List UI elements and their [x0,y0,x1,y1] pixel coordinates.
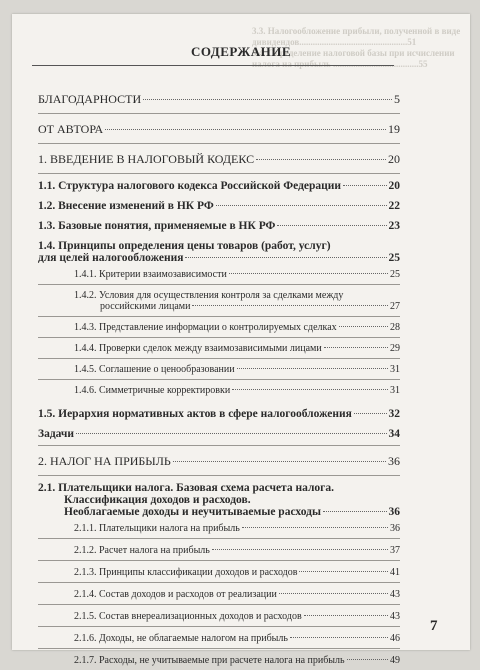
toc-entry-tasks[interactable] [38,422,400,446]
toc-entry-title: 1.4.5. Соглашение о ценообразовании [74,364,235,375]
toc-page-number: 46 [390,633,400,644]
toc-page-number: 37 [390,545,400,556]
dot-leader [324,347,388,348]
bleed-line: дивидендов................................................51 [252,37,417,47]
toc-entry-title: 1.4.4. Проверки сделок между взаимозависимыми лицами [74,343,322,354]
toc-entry-title: 2.1.2. Расчет налога на прибыль [74,545,210,556]
dot-leader [76,433,386,434]
toc-entry-title: Необлагаемые доходы и неучитываемые расходы [64,506,321,518]
toc-entry-title: 2.1.1. Плательщики налога на прибыль [74,523,240,534]
toc-page-number: 22 [388,200,400,212]
dot-leader [256,159,386,160]
toc-entry-title: 1.2. Внесение изменений в НК РФ [38,200,214,212]
toc-entry-from-author[interactable] [38,114,400,144]
book-page [12,14,470,666]
toc-entry-title: Задачи [38,428,75,440]
toc-page-number: 20 [388,152,400,166]
toc-entry-2-1-1[interactable] [38,520,400,539]
toc-entry-2-1-2[interactable] [38,539,400,561]
dot-leader [304,615,388,616]
toc-page-number: 34 [388,428,400,440]
table-of-contents [38,88,400,670]
dot-leader [277,225,386,226]
page-number: 7 [430,618,438,634]
toc-page-number: 36 [388,454,400,468]
toc-entry-1-4-2[interactable] [38,285,400,317]
toc-page-number: 31 [390,364,400,375]
toc-entry-1-1[interactable] [38,174,400,194]
toc-page-number: 36 [388,506,400,518]
toc-page-number: 27 [390,301,400,312]
toc-page-number: 28 [390,322,400,333]
dot-leader [229,273,388,274]
dot-leader [242,527,388,528]
toc-page-number: 25 [390,269,400,280]
toc-page-number: 25 [388,252,400,264]
toc-entry-title: 1.4.1. Критерии взаимозависимости [74,269,227,280]
dot-leader [279,593,388,594]
toc-entry-title-line: 1.4.2. Условия для осуществления контроля за сделками между [74,290,344,301]
dot-leader [212,549,388,550]
dot-leader [299,571,388,572]
dot-leader [343,185,386,186]
toc-entry-2-1-3[interactable] [38,561,400,583]
toc-page-number: 29 [390,343,400,354]
toc-entry-title: ОТ АВТОРА [38,122,104,136]
toc-entry-title: 1.3. Базовые понятия, применяемые в НК РФ [38,220,276,232]
toc-entry-chapter-1[interactable] [38,144,400,174]
toc-entry-1-4-3[interactable] [38,317,400,338]
toc-entry-chapter-2[interactable] [38,446,400,476]
toc-page-number: 32 [388,408,400,420]
dot-leader [354,413,387,414]
toc-entry-1-4-6[interactable] [38,380,400,400]
toc-entry-title: 1.4.6. Симметричные корректировки [74,385,231,396]
dot-leader [347,659,388,660]
page-title: СОДЕРЖАНИЕ [190,44,292,59]
toc-page-number: 5 [394,92,400,106]
toc-entry-title: для целей налогообложения [38,252,184,264]
bleed-line: 3.3. Налогообложение прибыли, полученной в виде [252,26,461,36]
toc-page-number: 43 [390,611,400,622]
toc-entry-2-1-7[interactable] [38,649,400,670]
toc-entry-title-line: 2.1. Плательщики налога. Базовая схема расчета налога. [38,482,335,494]
toc-entry-1-4-1[interactable] [38,266,400,285]
toc-entry-title: 2.1.6. Доходы, не облагаемые налогом на прибыль [74,633,288,644]
toc-entry-title-line: 1.4. Принципы определения цены товаров (работ, услуг) [38,240,331,252]
toc-entry-1-4-5[interactable] [38,359,400,380]
dot-leader [323,511,387,512]
dot-leader [232,389,388,390]
dot-leader [185,257,386,258]
toc-entry-2-1-6[interactable] [38,627,400,649]
toc-entry-title: 2.1.3. Принципы классификации доходов и расходов [74,567,298,578]
toc-entry-2-1[interactable] [38,476,400,520]
toc-page-number: 49 [390,655,400,666]
toc-entry-1-3[interactable] [38,214,400,234]
toc-entry-title: 2.1.5. Состав внереализационных доходов и расходов [74,611,302,622]
toc-entry-acknowledgements[interactable] [38,88,400,114]
toc-entry-2-1-4[interactable] [38,583,400,605]
dot-leader [237,368,388,369]
title-divider [32,65,394,66]
toc-entry-1-4[interactable] [38,234,400,266]
toc-entry-title: 2. НАЛОГ НА ПРИБЫЛЬ [38,454,171,468]
dot-leader [290,637,388,638]
toc-page-number: 41 [390,567,400,578]
toc-entry-title: БЛАГОДАРНОСТИ [38,92,142,106]
toc-page-number: 36 [390,523,400,534]
toc-entry-2-1-5[interactable] [38,605,400,627]
dot-leader [173,461,386,462]
toc-entry-1-4-4[interactable] [38,338,400,359]
toc-entry-title: 1.4.3. Представление информации о контролируемых сделках [74,322,337,333]
dot-leader [339,326,388,327]
toc-page-number: 31 [390,385,400,396]
toc-page-number: 23 [388,220,400,232]
dot-leader [192,305,388,306]
dot-leader [143,99,392,100]
toc-page-number: 20 [388,180,400,192]
toc-entry-title-line: Классификация доходов и расходов. [64,494,251,506]
toc-entry-title: 1. ВВЕДЕНИЕ В НАЛОГОВЫЙ КОДЕКС [38,152,255,166]
toc-entry-title: 2.1.4. Состав доходов и расходов от реализации [74,589,277,600]
dot-leader [105,129,386,130]
toc-entry-title: российскими лицами [100,301,191,312]
bleed-line: 3.4. Определение налоговой базы при исчислении [252,48,455,58]
toc-entry-title: 1.1. Структура налогового кодекса Российской Федерации [38,180,342,192]
toc-entry-1-2[interactable] [38,194,400,214]
bleed-line: налога на прибыль ......................................55 [252,59,428,69]
toc-page-number: 43 [390,589,400,600]
dot-leader [216,205,387,206]
toc-entry-1-5[interactable] [38,400,400,422]
toc-entry-title: 1.5. Иерархия нормативных актов в сфере налогообложения [38,408,352,420]
toc-entry-title: 2.1.7. Расходы, не учитываемые при расчете налога на прибыль [74,655,345,666]
toc-page-number: 19 [388,122,400,136]
